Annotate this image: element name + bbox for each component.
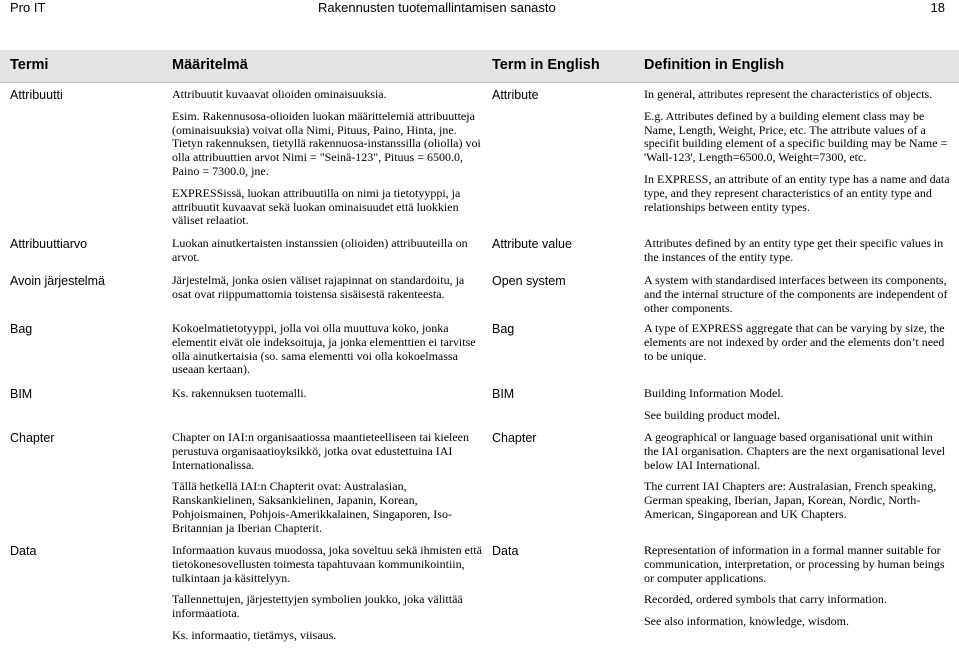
definition-en-paragraph: Building Information Model.	[644, 386, 784, 400]
definition-paragraph: Tallennettujen, järjestettyjen symbolien joukko, joka välittää informaatiota.	[172, 592, 463, 621]
definition-cell	[172, 544, 484, 643]
term-cell: Attribuutti	[10, 88, 63, 102]
definition-cell	[172, 387, 484, 401]
definition-en-paragraph: Recorded, ordered symbols that carry information.	[644, 592, 887, 607]
definition-paragraph: Informaation kuvaus muodossa, joka soveltuu sekä ihmisten että tietokonesovellusten toimesta tapahtuvaan kommunikointiin, tulkintaan ja käsittelyyn.	[172, 543, 482, 585]
definition-paragraph: Attribuutit kuvaavat olioiden ominaisuuksia.	[172, 87, 387, 101]
definition-paragraph: EXPRESSissä, luokan attribuutilla on nimi ja tietotyyppi, ja attribuutit kuvaavat sekä luokan ominaisuudet että luokkien väliset relaatiot.	[172, 185, 461, 228]
definition-en-cell	[644, 237, 950, 265]
col-header-term-en: Term in English	[492, 57, 600, 73]
page-number: 18	[930, 0, 945, 15]
definition-en-cell	[644, 387, 950, 423]
page-header	[0, 0, 959, 22]
definition-en-paragraph: Attributes defined by an entity type get their specific values in the instances of the entity type.	[644, 236, 944, 264]
definition-cell	[172, 88, 484, 228]
definition-en-paragraph: In EXPRESS, an attribute of an entity type has a name and data type, and they represent characteristics of an entity type and relationships between entity types.	[644, 171, 950, 214]
definition-en-cell	[644, 88, 950, 214]
term-en-cell: Attribute	[492, 88, 539, 102]
term-cell: Bag	[10, 322, 33, 336]
definition-paragraph: Esim. Rakennusosa-olioiden luokan määrittelemiä attribuutteja (ominaisuuksia) voivat olla Nimi, Pituus, Paino, Hinta, jne. Tietyn rakennuksen, tietyllä rakennuosa-instanssilla (oliolla) voi olla attribuuttien arvot Nimi = "Seinä-123", Pituus = 6500.0, Paino = 7300.0, jne.	[172, 108, 481, 178]
definition-en-paragraph: E.g. Attributes defined by a building element class may be Name, Length, Weight, Price, etc. The attribute values of a specifit building element of a specific building may be Name = 'Wall-123', Length=6500.0, Weight=7300, etc.	[644, 108, 948, 165]
definition-paragraph: Järjestelmä, jonka osien väliset rajapinnat on standardoitu, ja osat ovat riippumattomia toistensa sisäisestä rakenteesta.	[172, 273, 465, 301]
definition-cell	[172, 274, 484, 302]
term-cell: BIM	[10, 387, 33, 401]
header-title: Rakennusten tuotemallintamisen sanasto	[318, 0, 556, 15]
definition-en-paragraph: In general, attributes represent the characteristics of objects.	[644, 87, 933, 101]
definition-en-cell	[644, 544, 950, 629]
col-header-definition: Määritelmä	[172, 57, 248, 73]
definition-paragraph: Tällä hetkellä IAI:n Chapterit ovat: Australasian, Ranskankielinen, Saksankielinen, Japanin, Korean, Pohjoismainen, Pohjois-Amerikkalainen, Singaporen, Iso-Britannian ja Iberian Chapterit.	[172, 479, 452, 535]
term-en-cell: Bag	[492, 322, 515, 336]
definition-cell	[172, 322, 484, 377]
col-header-definition-en: Definition in English	[644, 57, 785, 73]
definition-en-paragraph: A geographical or language based organisational unit within the IAI organisation. Chapters are the next organisational level below IAI International.	[644, 430, 946, 472]
column-header-band	[0, 50, 959, 83]
definition-paragraph: Kokoelmatietotyyppi, jolla voi olla muuttuva koko, jonka elementit eivät ole indeksoituja, ja jonka elementtien ei tarvitse olla ainutkertaisia (so. sama elementti voi olla kokoelmassa useaan kertaan).	[172, 321, 476, 377]
definition-en-paragraph: See building product model.	[644, 407, 780, 422]
definition-en-paragraph: A type of EXPRESS aggregate that can be varying by size, the elements are not indexed by order and the elements don’t need to be unique.	[644, 321, 945, 363]
definition-paragraph: Luokan ainutkertaisten instanssien (olioiden) attribuuteilla on arvot.	[172, 236, 468, 264]
term-cell: Chapter	[10, 431, 55, 445]
header-left: Pro IT	[10, 0, 46, 15]
definition-paragraph: Chapter on IAI:n organisaatiossa maantieteelliseen tai kieleen perustuva organisaatioyksikkö, jotka ovat edustettuina IAI Internationalissa.	[172, 430, 470, 472]
definition-en-paragraph: The current IAI Chapters are: Australasian, French speaking, German speaking, Iberian, Japan, Korean, Nordic, North-American, Singaporean and UK Chapters.	[644, 479, 937, 521]
definition-paragraph: Ks. informaatio, tietämys, viisaus.	[172, 627, 337, 642]
definition-en-cell	[644, 431, 950, 522]
col-header-term: Termi	[10, 57, 49, 73]
term-en-cell: Chapter	[492, 431, 537, 445]
term-cell: Attribuuttiarvo	[10, 237, 88, 251]
term-en-cell: BIM	[492, 387, 515, 401]
term-en-cell: Open system	[492, 274, 566, 288]
definition-en-cell	[644, 322, 950, 363]
term-en-cell: Attribute value	[492, 237, 572, 251]
definition-en-paragraph: See also information, knowledge, wisdom.	[644, 614, 849, 629]
term-en-cell: Data	[492, 544, 519, 558]
definition-cell	[172, 237, 484, 265]
definition-cell	[172, 431, 484, 536]
term-cell: Avoin järjestelmä	[10, 274, 105, 288]
definition-en-paragraph: Representation of information in a formal manner suitable for communication, interpretation, or processing by human beings or computer applications.	[644, 543, 945, 585]
definition-en-paragraph: A system with standardised interfaces between its components, and the internal structure of the components are independent of other components.	[644, 273, 948, 315]
definition-paragraph: Ks. rakennuksen tuotemalli.	[172, 386, 307, 400]
definition-en-cell	[644, 274, 950, 315]
term-cell: Data	[10, 544, 37, 558]
